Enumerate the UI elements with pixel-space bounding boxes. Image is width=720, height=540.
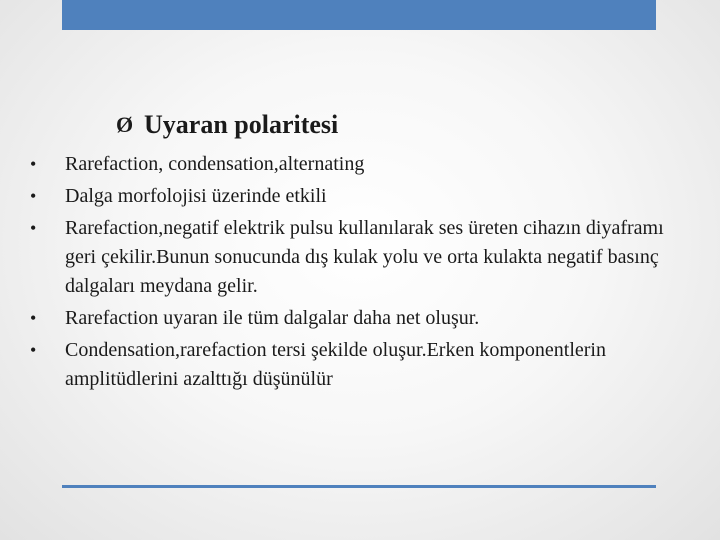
slide-heading [116,110,338,140]
bullet-dot-icon: • [30,308,37,328]
list-item-text: Rarefaction, condensation,alternating [65,153,365,175]
list-item-text: Rarefaction,negatif elektrik pulsu kullanılarak ses üreten cihazın diyaframı geri çekilir.Bunun sonucunda dış kulak yolu ve orta kulakta negatif basınç dalgaları meydana gelir. [65,217,664,297]
bullet-dot-icon: • [30,218,37,238]
bullet-list [30,150,680,397]
heading-text: Uyaran polaritesi [144,110,339,139]
list-item [30,182,680,211]
list-item-text: Condensation,rarefaction tersi şekilde oluşur.Erken komponentlerin amplitüdlerini azalttığı düşünülür [65,339,606,390]
bullet-dot-icon: • [30,154,37,174]
list-item [30,304,680,333]
list-item [30,150,680,179]
list-item [30,336,680,394]
list-item [30,214,680,301]
top-accent-bar [62,0,656,30]
bullet-dot-icon: • [30,340,37,360]
list-item-text: Dalga morfolojisi üzerinde etkili [65,185,327,207]
list-item-text: Rarefaction uyaran ile tüm dalgalar daha net oluşur. [65,307,480,329]
bottom-divider [62,485,656,488]
arrow-bullet-icon: Ø [116,112,134,137]
bullet-dot-icon: • [30,186,37,206]
